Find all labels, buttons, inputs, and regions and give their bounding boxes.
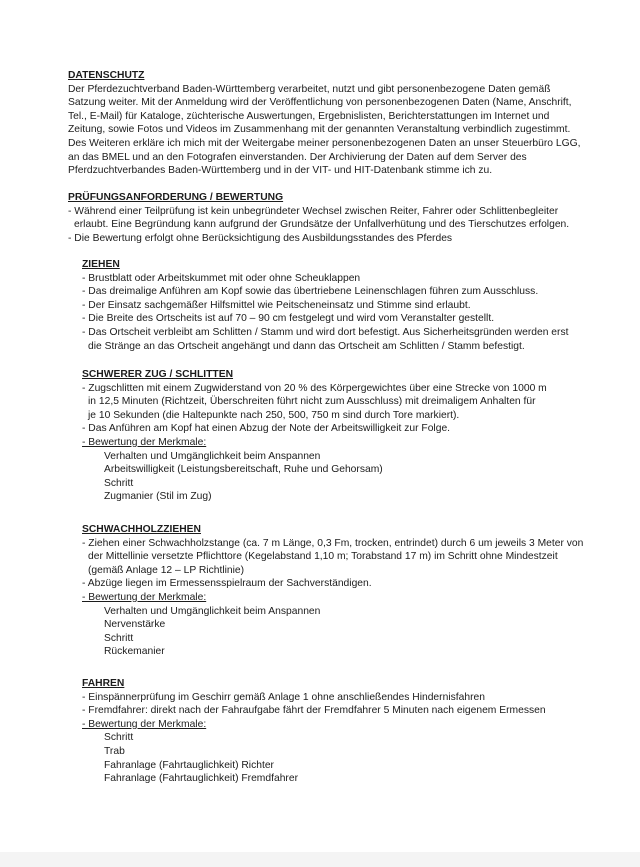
merkmal-item: Trab: [104, 745, 125, 757]
paragraph-line: an das BMEL und an den Fotografen einverstanden. Der Archivierung der Daten auf dem Server des: [68, 151, 527, 163]
list-item: - Die Breite des Ortscheits ist auf 70 – 90 cm festgelegt und wird vom Veranstalter gestellt.: [82, 313, 495, 325]
paragraph-line: Der Pferdezuchtverband Baden-Württemberg verarbeitet, nutzt und gibt personenbezogene Daten gemäß: [68, 83, 551, 95]
list-item: - Brustblatt oder Arbeitskummet mit oder ohne Scheuklappen: [82, 272, 361, 284]
list-item: - Abzüge liegen im Ermessensspielraum der Sachverständigen.: [82, 578, 372, 590]
merkmal-item: Rückemanier: [104, 646, 165, 658]
paragraph-line: erlaubt. Eine Begründung kann aufgrund der Grundsätze der Unfallverhütung und des Tierschutzes erfolgen.: [74, 219, 570, 231]
list-item: - Zugschlitten mit einem Zugwiderstand von 20 % des Körpergewichtes über eine Strecke von 1000 m: [82, 382, 547, 394]
page-bottom-edge: [0, 852, 640, 867]
heading-fahren: FAHREN: [82, 678, 125, 689]
paragraph-line: Satzung weiter. Mit der Anmeldung wird der Veröffentlichung von personenbezogenen Daten (Name, Anschrift,: [68, 97, 572, 109]
section-schwerer-zug: [82, 368, 632, 504]
merkmal-item: Arbeitswilligkeit (Leistungsbereitschaft, Ruhe und Gehorsam): [104, 464, 383, 476]
heading-datenschutz: DATENSCHUTZ: [68, 70, 145, 81]
paragraph-line: - Die Bewertung erfolgt ohne Berücksichtigung des Ausbildungsstandes des Pferdes: [68, 232, 453, 244]
paragraph-line: - Während einer Teilprüfung ist kein unbegründeter Wechsel zwischen Reiter, Fahrer oder Schlittenbegleiter: [68, 205, 559, 217]
merkmal-item: Schritt: [104, 732, 134, 744]
heading-pruefungsanforderung: PRÜFUNGSANFORDERUNG / BEWERTUNG: [68, 192, 284, 203]
merkmal-item: Fahranlage (Fahrtauglichkeit) Richter: [104, 759, 274, 771]
merkmal-item: Fahranlage (Fahrtauglichkeit) Fremdfahrer: [104, 773, 299, 785]
merkmal-item: Schritt: [104, 477, 134, 489]
paragraph-line: Zeitung, sowie Fotos und Videos im Zusammenhang mit der genannten Veranstaltung verbindlich zugestimmt.: [68, 124, 571, 136]
merkmal-item: Zugmanier (Stil im Zug): [104, 491, 212, 503]
list-item: - Fremdfahrer: direkt nach der Fahraufgabe fährt der Fremdfahrer 5 Minuten nach eigenem Ermessen: [82, 705, 546, 717]
list-item: die Stränge an das Ortscheit angehängt und dann das Ortscheit am Schlitten / Stamm befestigt.: [88, 340, 525, 352]
merkmale-label: - Bewertung der Merkmale:: [82, 718, 207, 730]
list-item: in 12,5 Minuten (Richtzeit, Überschreiten führt nicht zum Ausschluss) mit dreimaligem Anhalten für: [88, 396, 536, 408]
section-ziehen: [82, 258, 632, 353]
list-item: - Der Einsatz sachgemäßer Hilfsmittel wie Peitscheneinsatz und Stimme sind erlaubt.: [82, 299, 471, 311]
heading-schwerer-zug: SCHWERER ZUG / SCHLITTEN: [82, 369, 234, 380]
merkmal-item: Verhalten und Umgänglichkeit beim Anspannen: [104, 605, 321, 617]
merkmale-label: - Bewertung der Merkmale:: [82, 591, 207, 603]
section-fahren: [82, 677, 632, 786]
list-item: - Das Ortscheit verbleibt am Schlitten / Stamm und wird dort befestigt. Aus Sicherheitsgründen werden erst: [82, 326, 569, 338]
paragraph-line: Pferdzuchtverbandes Baden-Württemberg und in der VIT- und HIT-Datenbank stimme ich zu.: [68, 165, 493, 177]
merkmal-item: Nervenstärke: [104, 619, 166, 631]
list-item: (gemäß Anlage 12 – LP Richtlinie): [88, 564, 245, 576]
list-item: - Das Anführen am Kopf hat einen Abzug der Note der Arbeitswilligkeit zur Folge.: [82, 423, 451, 435]
paragraph-line: Tel., E-Mail) für Kataloge, züchterische Auswertungen, Ergebnislisten, Berichterstattungen im Internet und: [68, 110, 550, 122]
section-datenschutz: [68, 69, 628, 178]
merkmal-item: Schritt: [104, 632, 134, 644]
heading-schwachholzziehen: SCHWACHHOLZZIEHEN: [82, 524, 201, 535]
merkmal-item: Verhalten und Umgänglichkeit beim Anspannen: [104, 450, 321, 462]
section-pruefungsanforderung: [68, 191, 628, 245]
list-item: je 10 Sekunden (die Haltepunkte nach 250, 500, 750 m sind durch Tore markiert).: [88, 409, 460, 421]
paragraph-line: Des Weiteren erkläre ich mich mit der Weitergabe meiner personenbezogenen Daten an unser Steuerbüro LGG,: [68, 137, 581, 149]
list-item: der Mittellinie versetzte Pflichttore (Kegelabstand 1,10 m; Torabstand 17 m) im Schritt ohne Mindestzeit: [88, 551, 558, 563]
list-item: - Das dreimalige Anführen am Kopf sowie das übertriebene Leinenschlagen führen zum Ausschluss.: [82, 286, 539, 298]
heading-ziehen: ZIEHEN: [82, 259, 120, 270]
list-item: - Einspännerprüfung im Geschirr gemäß Anlage 1 ohne anschließendes Hindernisfahren: [82, 691, 485, 703]
merkmale-label: - Bewertung der Merkmale:: [82, 436, 207, 448]
section-schwachholzziehen: [82, 523, 634, 659]
list-item: - Ziehen einer Schwachholzstange (ca. 7 m Länge, 0,3 Fm, trocken, entrindet) durch 6 um jeweils 3 Meter von: [82, 537, 584, 549]
